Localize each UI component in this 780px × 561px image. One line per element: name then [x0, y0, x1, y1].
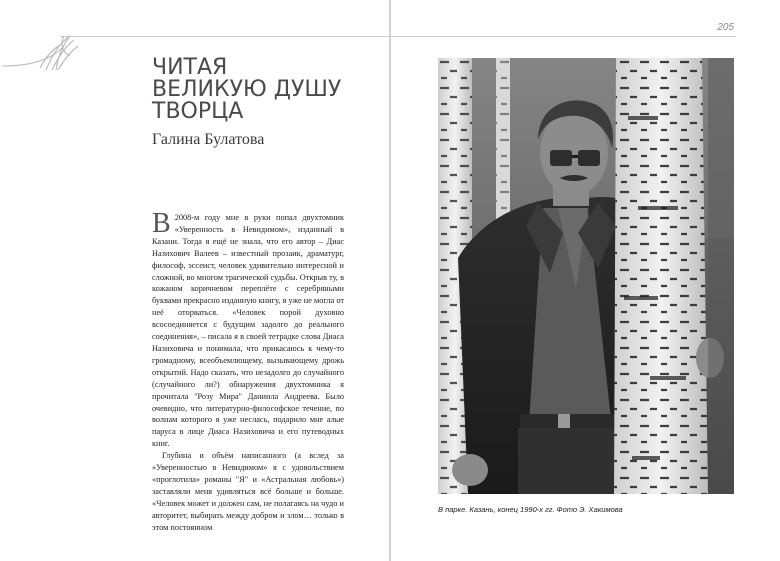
header-rule: [60, 36, 390, 37]
paragraph-text: 2008-м году мне в руки попал двухтомник «Уверенность в Невидимом», изданный в Казани. Тогда я ещё не знала, что его автор – Диас Назихович Валеев – известный прозаик, драматург, философ, эссеист, человек удивительно интересной и сложной, во многом трагической судьбы. Открыв ту, в кожаном коричневом переплёте с серебряными буквами прекрасно изданную книгу, я уже не могла от неё оторваться. «Человек порой духовно всосоединяется с будущим задолго до реального соединения», – писала я в своей тетрадке слова Диаса Назиховича и понимала, что прикасаюсь к чему-то громадному, всеобъемлющему, вызывающему дрожь открытий. Надо сказать, что незадолго до случайного (случайного ли?) обнаружения двухтомника я прочитала "Розу Мира" Даниила Андреева. Было очевидно, что литературно-философское течение, по волнам которого я уже неслась, подарило мне алые паруса в лице Диаса Назиховича и его путеводных книг.: [152, 213, 344, 449]
portrait-image: [438, 58, 734, 494]
title-line: ВЕЛИКУЮ ДУШУ: [152, 77, 342, 102]
drop-cap: В: [152, 208, 171, 239]
body-paragraph: [152, 450, 344, 533]
photo-caption: В парке. Казань, конец 1990-х гг. Фото Э. Хакимова: [438, 505, 623, 514]
title-line: ЧИТАЯ: [152, 55, 228, 80]
body-paragraph: [152, 208, 344, 450]
right-page: [391, 0, 780, 561]
page-number: 205: [717, 22, 734, 33]
portrait-photo: [438, 58, 734, 494]
article-author: Галина Булатова: [152, 131, 265, 148]
header-rule: [391, 36, 736, 37]
article-title: [152, 57, 382, 123]
paragraph-text: Глубина и объём написанного (а вслед за «Уверенностью в Невидимом» я с удовольствием «проглотила» романы "Я" и «Астральная любовь») заставляли меня удивляться всё больше и больше. «Человек может и должен сам, не полагаясь на чудо и авторитет, выбирать между добром и злом… только в этом постоянном: [152, 451, 344, 532]
title-line: ТВОРЦА: [152, 99, 244, 124]
article-body: [152, 208, 344, 533]
